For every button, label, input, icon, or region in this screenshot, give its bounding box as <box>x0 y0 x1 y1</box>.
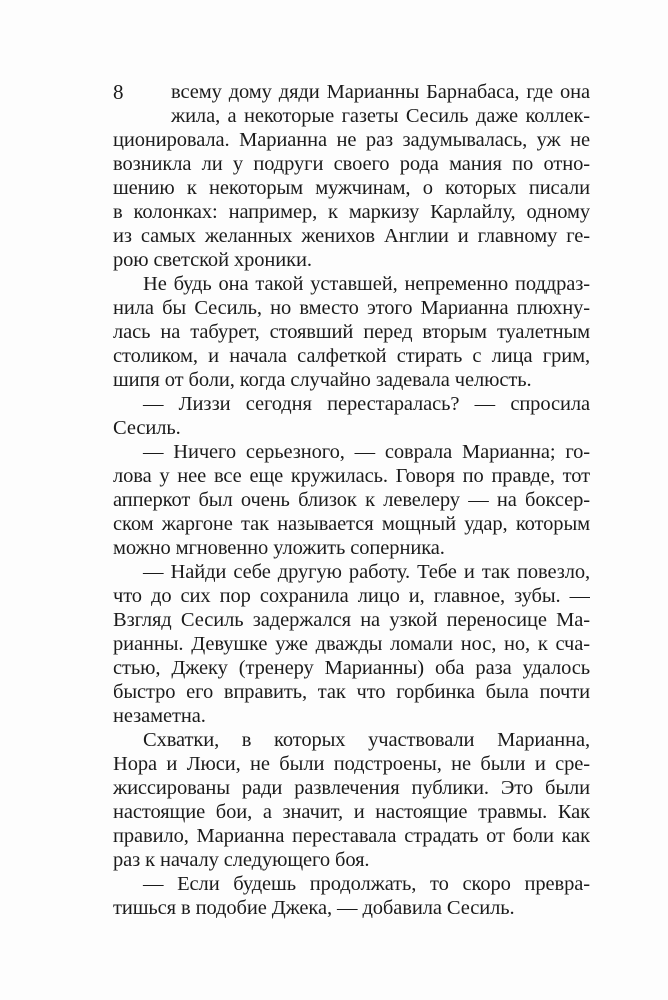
text-line: столиком, и начала салфеткой стирать с лица грим, <box>113 345 590 367</box>
text-line: — Лиззи сегодня перестаралась? — спросила <box>143 393 590 415</box>
text-line: незаметна. <box>113 705 206 727</box>
text-block <box>113 80 590 920</box>
text-line: раз к началу следующего боя. <box>113 849 370 871</box>
text-line: что до сих пор сохранила лицо и, главное, зубы. — <box>113 585 590 607</box>
text-line: Сесиль. <box>113 417 181 439</box>
text-line: из самых желанных женихов Англии и главному ге- <box>113 225 590 247</box>
text-line: нила бы Сесиль, но вместо этого Марианна плюхну- <box>113 297 590 319</box>
text-line: шипя от боли, когда случайно задевала челюсть. <box>113 369 532 391</box>
text-line: рою светской хроники. <box>113 249 312 271</box>
text-line: — Если будешь продолжать, то скоро превра- <box>143 873 590 895</box>
text-line: возникла ли у подруги своего рода мания по отно- <box>113 153 590 175</box>
text-line: Взгляд Сесиль задержался на узкой переносице Ма- <box>113 609 590 631</box>
text-line: апперкот был очень близок к левелеру — на боксер- <box>113 489 590 511</box>
text-line: рианны. Девушке уже дважды ломали нос, но, к сча- <box>113 633 590 655</box>
text-line: можно мгновенно уложить соперника. <box>113 537 445 559</box>
text-line: Не будь она такой уставшей, непременно поддраз- <box>143 273 590 295</box>
text-line: в колонках: например, к маркизу Карлайлу, одному <box>113 201 590 223</box>
text-line: тишься в подобие Джека, — добавила Сесиль. <box>113 897 515 919</box>
text-line: жила, а некоторые газеты Сесиль даже коллек- <box>171 105 590 127</box>
text-line: всему дому дяди Марианны Барнабаса, где она <box>171 81 590 103</box>
text-line: быстро его вправить, так что горбинка была почти <box>113 681 590 703</box>
text-line: Нора и Люси, не были подстроены, не были и сре- <box>113 753 590 775</box>
text-line: шению к некоторым мужчинам, о которых писали <box>113 177 590 199</box>
text-line: — Ничего серьезного, — соврала Марианна; го- <box>143 441 590 463</box>
text-line: лова у нее все еще кружилась. Говоря по правде, тот <box>113 465 590 487</box>
text-line: ском жаргоне так называется мощный удар, которым <box>113 513 590 535</box>
text-line: стью, Джеку (тренеру Марианны) оба раза удалось <box>113 657 590 679</box>
text-line: ционировала. Марианна не раз задумывалась, уж не <box>113 129 590 151</box>
page-number: 8 <box>113 80 124 104</box>
text-line: жиссированы ради развлечения публики. Это были <box>113 777 590 799</box>
text-line: — Найди себе другую работу. Тебе и так повезло, <box>143 561 590 583</box>
text-line: Схватки, в которых участвовали Марианна, <box>143 729 590 751</box>
text-line: правило, Марианна переставала страдать от боли как <box>113 825 590 847</box>
text-line: лась на табурет, стоявший перед вторым туалетным <box>113 321 590 343</box>
text-line: настоящие бои, а значит, и настоящие травмы. Как <box>113 801 590 823</box>
